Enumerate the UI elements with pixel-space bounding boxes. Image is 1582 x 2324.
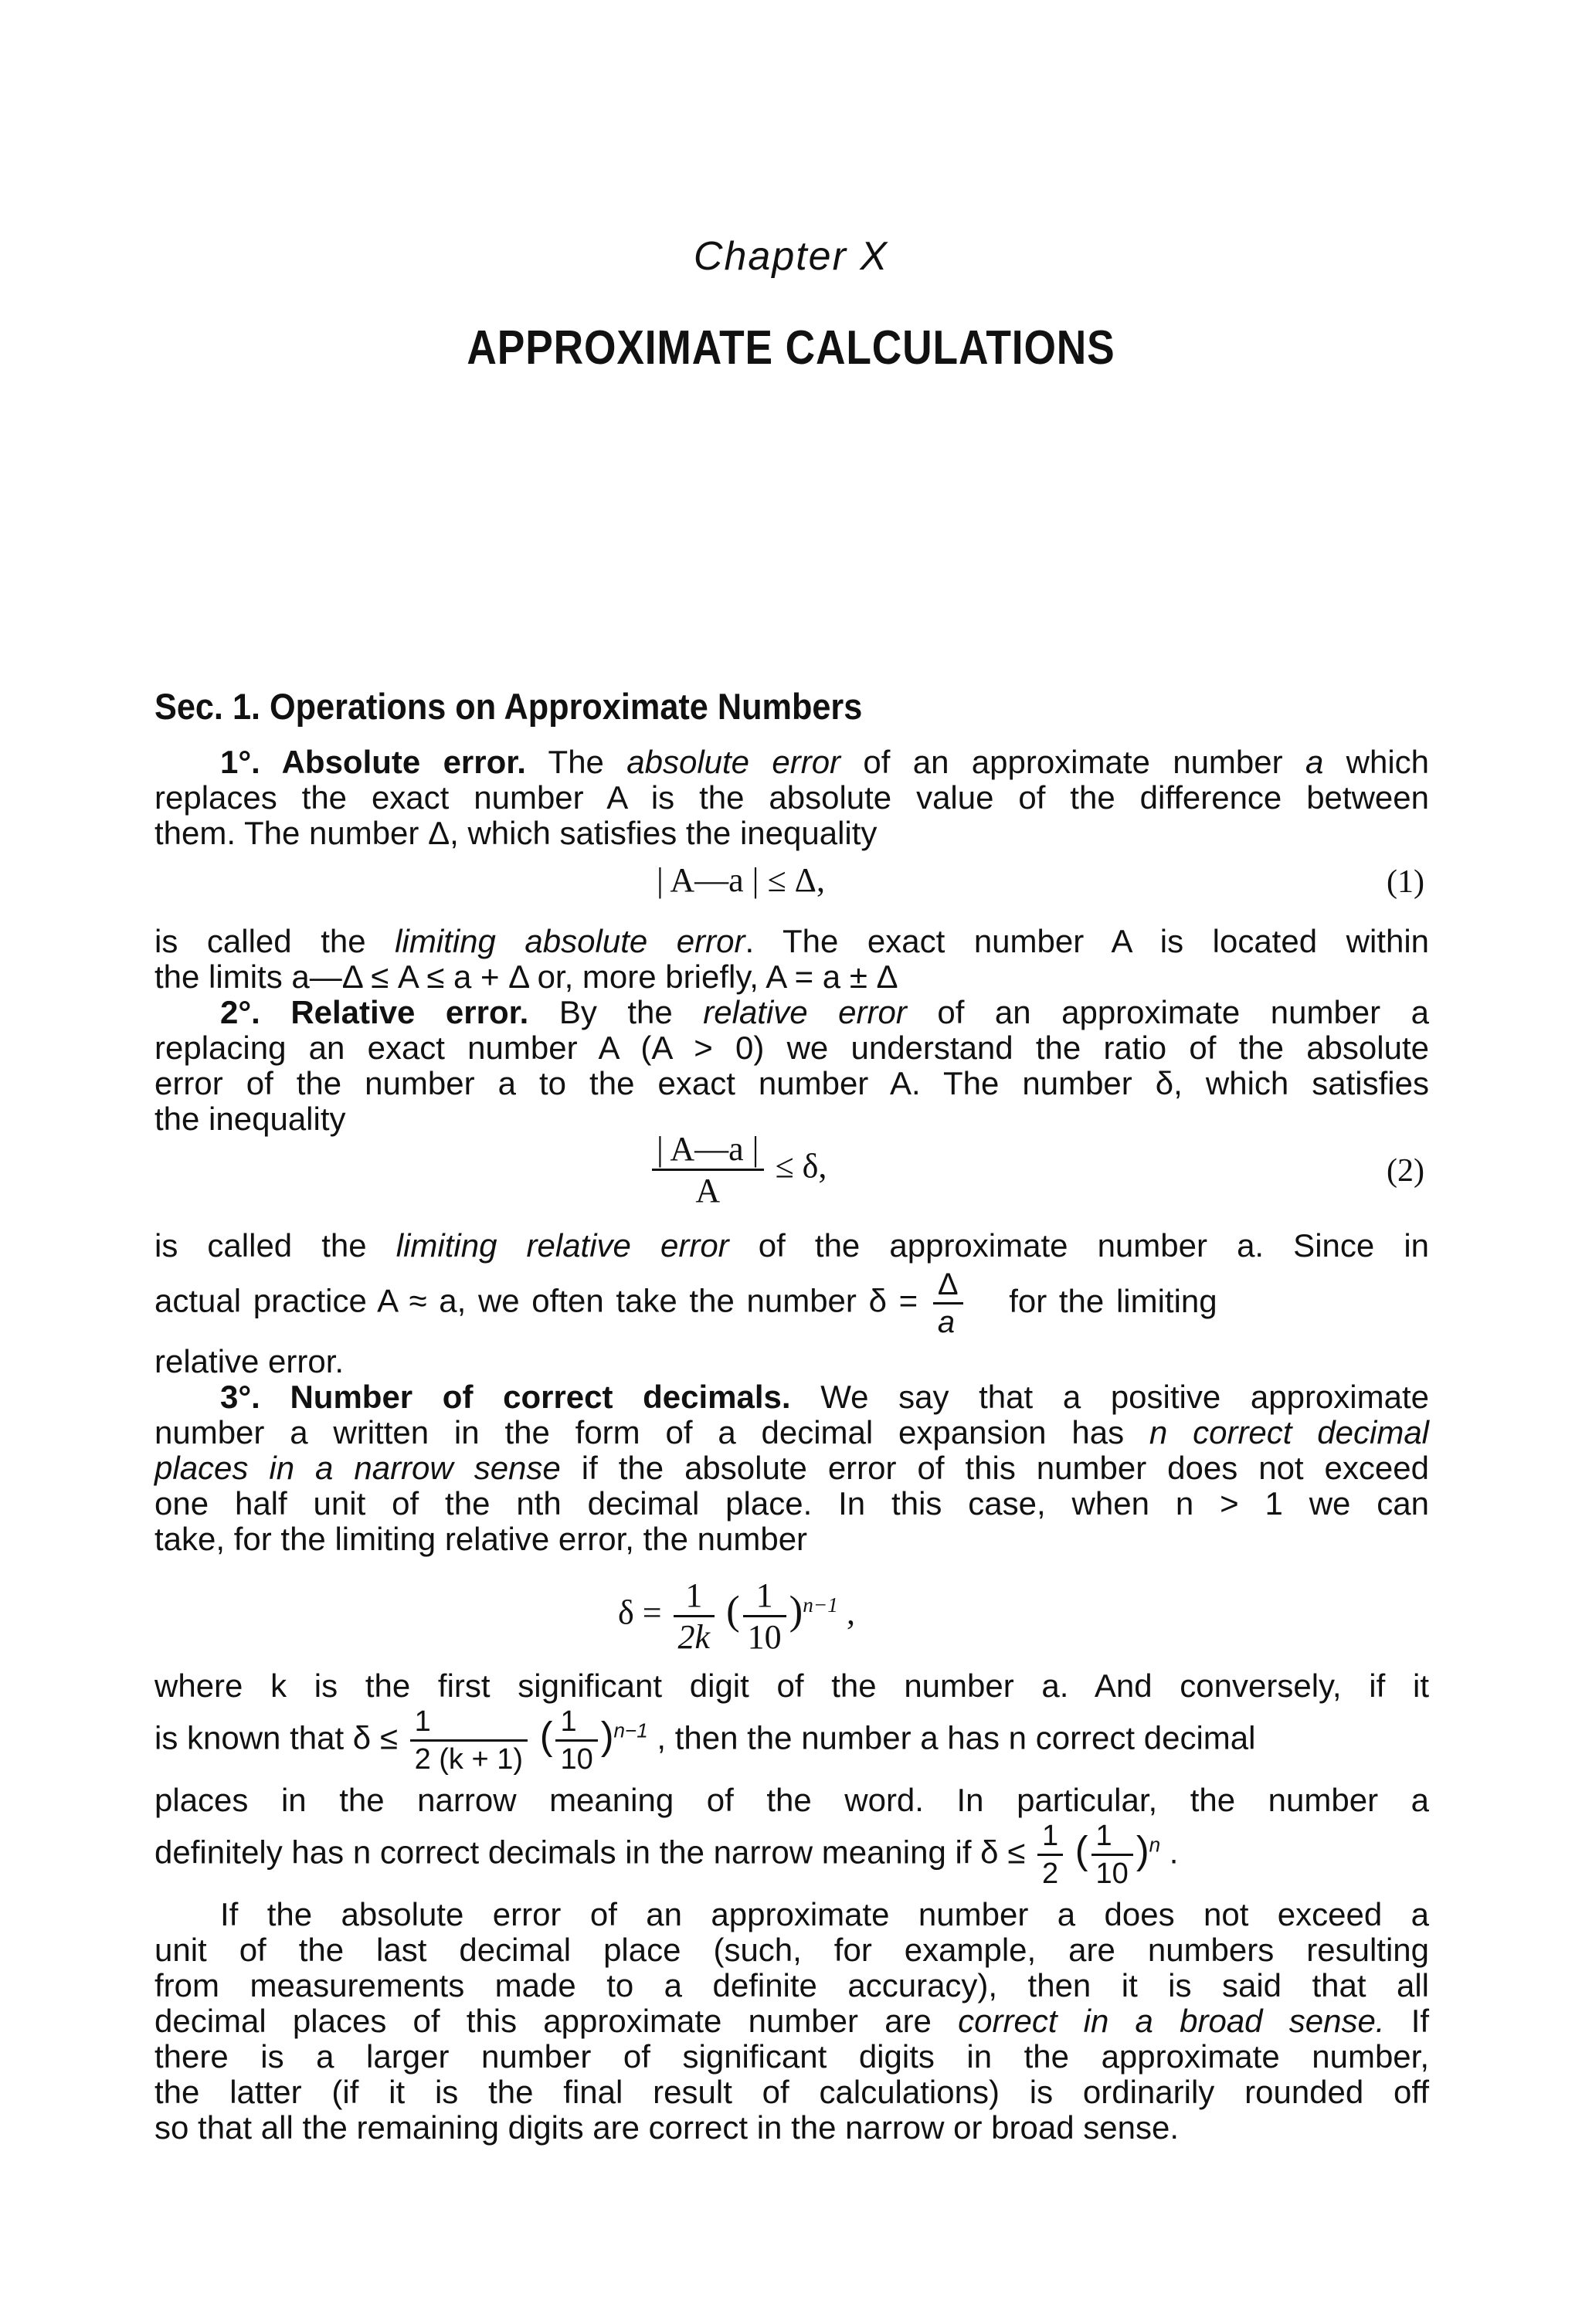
text-span: By the (558, 994, 673, 1030)
text-span: . (1169, 1834, 1179, 1871)
equation-3 (618, 1576, 855, 1657)
text-span: of an approximate number (863, 744, 1283, 780)
denominator: 10 (747, 1618, 782, 1656)
equation-tail: , (846, 1593, 855, 1632)
equation-lhs: δ = (618, 1593, 662, 1632)
text-line (154, 924, 1429, 959)
numerator: 1 (1037, 1818, 1063, 1856)
right-paren: ) (789, 1588, 803, 1634)
text-line (154, 2003, 1429, 2039)
numerator: 1 (410, 1704, 528, 1742)
text-line (154, 1818, 1429, 1891)
equation-1: | A—a | ≤ Δ, (657, 861, 825, 899)
text-line: from measurements made to a definite accuracy), then it is said that all (154, 1967, 1429, 2003)
paragraph-heading: 3°. Number of correct decimals. (220, 1379, 791, 1415)
text-line: one half unit of the nth decimal place. In this case, when n > 1 we can (154, 1485, 1429, 1522)
numerator: 1 (674, 1576, 715, 1617)
text-span: for the limiting (1009, 1282, 1217, 1319)
text-line: unit of the last decimal place (such, for example, are numbers resulting (154, 1932, 1429, 1968)
fraction (1091, 1818, 1133, 1891)
chapter-label: Chapter X (693, 234, 889, 279)
equation-number: (1) (1387, 864, 1424, 900)
text-line: replaces the exact number A is the absolute value of the difference between (154, 779, 1429, 816)
text-line: take, for the limiting relative error, the number (154, 1521, 808, 1557)
paragraph-heading: 2°. Relative error. (220, 994, 529, 1030)
equation-number: (2) (1387, 1153, 1424, 1189)
variable-a: a (1305, 744, 1324, 780)
section-heading: Sec. 1. Operations on Approximate Numbers (154, 686, 863, 727)
text-span: of an approximate number a (937, 994, 1430, 1030)
text-span: which (1346, 744, 1430, 780)
fraction (652, 1129, 764, 1210)
text-line: replacing an exact number A (A > 0) we understand the ratio of the absolute (154, 1030, 1429, 1066)
text-span: . The exact number A is located within (745, 923, 1430, 959)
emphasis-text: limiting relative error (396, 1227, 729, 1264)
emphasis-text: places in a narrow sense (154, 1450, 561, 1486)
exponent: n−1 (803, 1593, 838, 1617)
numerator: | A—a | (652, 1129, 764, 1171)
denominator: 2k (677, 1618, 711, 1656)
equation-2 (649, 1129, 827, 1210)
text-span: is known that δ ≤ (154, 1719, 398, 1756)
text-span: is called the (154, 1227, 367, 1264)
fraction (933, 1267, 963, 1340)
fraction (1037, 1818, 1063, 1891)
text-span: actual practice A ≈ a, we often take the number δ = (154, 1282, 918, 1319)
text-line: where k is the first significant digit of the number a. And conversely, if it (154, 1668, 1429, 1704)
text-span: definitely has n correct decimals in the narrow meaning if δ ≤ (154, 1834, 1026, 1871)
numerator: 1 (743, 1576, 786, 1617)
text-line: there is a larger number of significant digits in the approximate number, (154, 2038, 1429, 2075)
text-line: the inequality (154, 1101, 346, 1137)
text-line (154, 1450, 1429, 1486)
text-span: decimal places of this approximate number are (154, 2003, 932, 2039)
denominator: 10 (1095, 1858, 1129, 1890)
text-span: If (1411, 2003, 1430, 2039)
text-span: if the absolute error of this number does not exceed (581, 1450, 1429, 1486)
numerator: Δ (933, 1267, 963, 1304)
denominator: a (937, 1305, 956, 1339)
text-line (220, 1379, 1429, 1415)
left-paren: ( (539, 1713, 553, 1758)
text-line (154, 1228, 1429, 1264)
denominator: 2 (k + 1) (414, 1743, 524, 1776)
numerator: 1 (555, 1704, 597, 1742)
emphasis-text: limiting absolute error (395, 923, 745, 959)
denominator: A (695, 1172, 721, 1209)
denominator: 10 (560, 1743, 593, 1776)
text-span: is called the (154, 923, 366, 959)
right-paren: ) (1136, 1827, 1149, 1872)
text-line (220, 995, 1429, 1030)
text-line: error of the number a to the exact number A. The number δ, which satisfies (154, 1065, 1429, 1101)
equation-tail: ≤ δ, (775, 1147, 827, 1186)
right-paren: ) (600, 1713, 614, 1758)
text-line (220, 745, 1429, 780)
emphasis-text: correct in a broad sense. (958, 2003, 1385, 2039)
text-span: of the approximate number a. Since in (758, 1227, 1430, 1264)
text-line: the limits a—Δ ≤ A ≤ a + Δ or, more briefly, A = a ± Δ (154, 958, 898, 995)
text-line: so that all the remaining digits are correct in the narrow or broad sense. (154, 2109, 1180, 2146)
fraction (410, 1704, 528, 1777)
fraction (674, 1576, 715, 1657)
chapter-title: APPROXIMATE CALCULATIONS (467, 321, 1115, 375)
denominator: 2 (1041, 1858, 1059, 1890)
paragraph-heading: 1°. Absolute error. (220, 744, 526, 780)
text-line (154, 1704, 1429, 1777)
text-line (154, 1267, 1429, 1340)
text-line: relative error. (154, 1343, 345, 1379)
emphasis-text: absolute error (626, 744, 841, 780)
text-line: the latter (if it is the final result of calculations) is ordinarily rounded off (154, 2074, 1429, 2110)
emphasis-text: relative error (703, 994, 907, 1030)
fraction (555, 1704, 597, 1777)
text-span: , then the number a has n correct decimal (657, 1719, 1256, 1756)
exponent: n−1 (613, 1718, 648, 1742)
left-paren: ( (1074, 1827, 1088, 1872)
text-span: We say that a positive approximate (820, 1379, 1429, 1415)
exponent: n (1149, 1833, 1161, 1857)
text-line: them. The number Δ, which satisfies the inequality (154, 815, 878, 851)
numerator: 1 (1091, 1818, 1133, 1856)
text-span: number a written in the form of a decimal expansion has (154, 1414, 1125, 1450)
text-line: places in the narrow meaning of the word. In particular, the number a (154, 1782, 1429, 1818)
fraction (743, 1576, 786, 1657)
text-span: The (548, 744, 604, 780)
left-paren: ( (726, 1588, 740, 1634)
text-line: If the absolute error of an approximate number a does not exceed a (220, 1896, 1429, 1932)
text-line (154, 1415, 1429, 1450)
emphasis-text: n correct decimal (1149, 1414, 1430, 1450)
